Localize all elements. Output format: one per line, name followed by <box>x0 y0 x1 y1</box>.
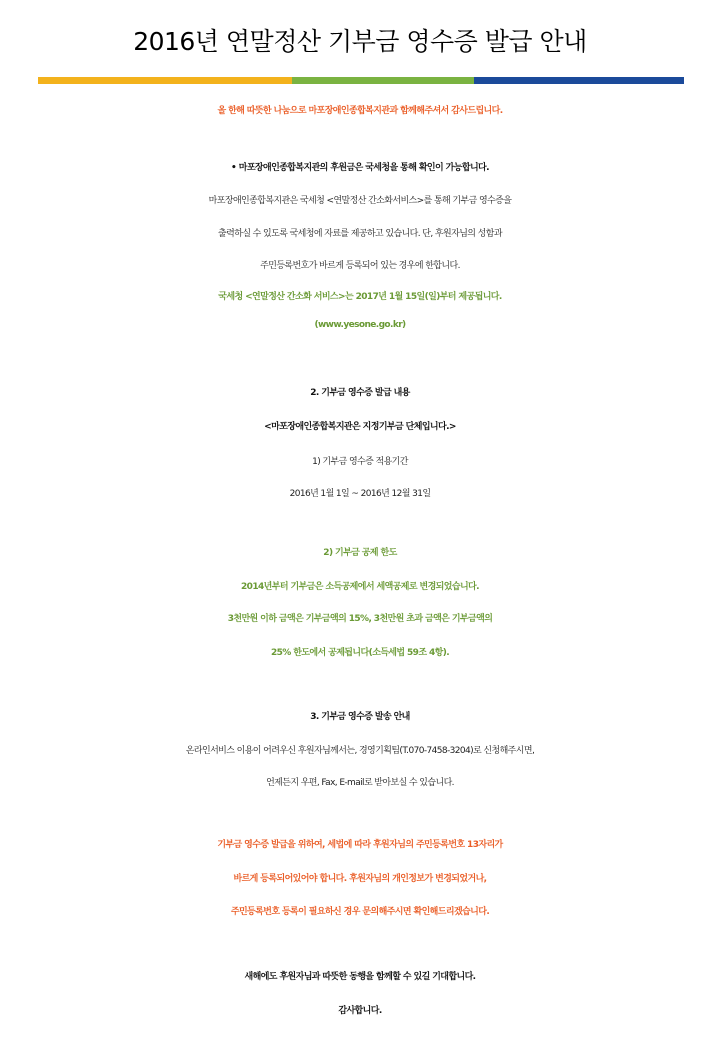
section2-period-value: 2016년 1월 1일 ~ 2016년 12월 31일 <box>289 489 431 499</box>
section2-heading: 2. 기부금 영수증 발급 내용 <box>310 388 410 398</box>
section1-line-1: 마포장애인종합복지관은 국세청 <연말정산 간소화서비스>를 통해 기부금 영수증을 <box>208 196 512 206</box>
section1-url: (www.yesone.go.kr) <box>314 320 406 330</box>
notice-line-2: 바르게 등록되어있어야 합니다. 후원자님의 개인정보가 변경되었거나, <box>233 874 487 884</box>
section1-heading: • 마포장애인종합복지관의 후원금은 국세청을 통해 확인이 가능합니다. <box>231 163 489 173</box>
tricolor-divider <box>38 77 684 84</box>
section2-limit-line-1: 2014년부터 기부금은 소득공제에서 세액공제로 변경되었습니다. <box>241 582 479 592</box>
section1-highlight: 국세청 <연말정산 간소화 서비스>는 2017년 1월 15일(일)부터 제공됩니다. <box>218 292 502 302</box>
section1-line-2: 출력하실 수 있도록 국세청에 자료를 제공하고 있습니다. 단, 후원자님의 성함과 <box>218 229 502 239</box>
section2-limit-label: 2) 기부금 공제 한도 <box>323 548 397 558</box>
intro-thanks: 올 한해 따뜻한 나눔으로 마포장애인종합복지관과 함께해주셔서 감사드립니다. <box>217 106 503 116</box>
divider-segment-blue <box>474 77 684 84</box>
divider-segment-green <box>292 77 474 84</box>
section3-line-2: 언제든지 우편, Fax, E-mail로 받아보실 수 있습니다. <box>266 778 454 788</box>
notice-line-1: 기부금 영수증 발급을 위하여, 세법에 따라 후원자님의 주민등록번호 13자리가 <box>217 840 503 850</box>
closing-line-2: 감사합니다. <box>338 1006 382 1016</box>
page-title: 2016년 연말정산 기부금 영수증 발급 안내 <box>133 27 587 56</box>
notice-line-3: 주민등록번호 등록이 필요하신 경우 문의해주시면 확인해드리겠습니다. <box>230 907 490 917</box>
section2-limit-line-3: 25% 한도에서 공제됩니다(소득세법 59조 4항). <box>270 648 450 658</box>
section3-heading: 3. 기부금 영수증 발송 안내 <box>310 712 410 722</box>
section2-period-label: 1) 기부금 영수증 적용기간 <box>312 457 408 467</box>
section3-line-1: 온라인서비스 이용이 어려우신 후원자님께서는, 경영기획팀(T.070-7458-3204)로 신청해주시면, <box>185 746 535 756</box>
divider-segment-yellow <box>38 77 292 84</box>
section2-limit-line-2: 3천만원 이하 금액은 기부금액의 15%, 3천만원 초과 금액은 기부금액의 <box>227 614 493 624</box>
section1-line-3: 주민등록번호가 바르게 등록되어 있는 경우에 한합니다. <box>260 261 460 271</box>
closing-line-1: 새해에도 후원자님과 따뜻한 동행을 함께할 수 있길 기대합니다. <box>244 972 476 982</box>
section2-subheading: <마포장애인종합복지관은 지정기부금 단체입니다.> <box>264 422 456 432</box>
